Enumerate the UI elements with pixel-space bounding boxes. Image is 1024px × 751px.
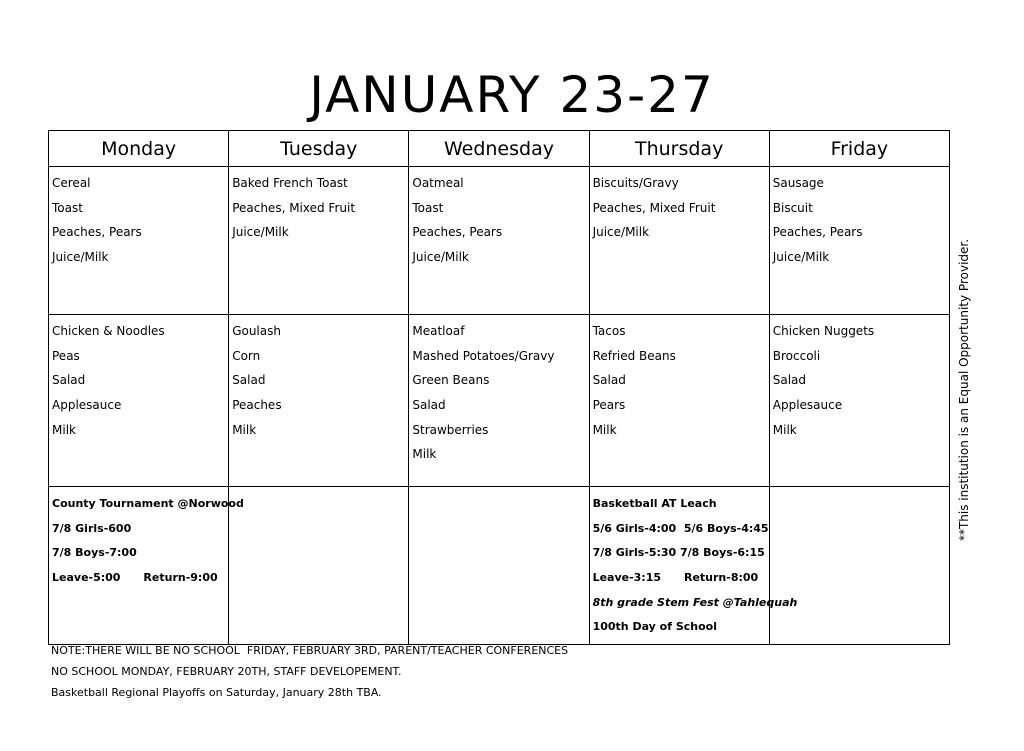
page-title: JANUARY 23-27 bbox=[309, 66, 715, 124]
menu-item: Corn bbox=[232, 348, 261, 363]
note-line: NO SCHOOL MONDAY, FEBRUARY 20TH, STAFF DEVELOPEMENT. bbox=[51, 665, 402, 678]
event-item: Leave-3:15 Return-8:00 bbox=[592, 571, 759, 585]
menu-item: Juice/Milk bbox=[592, 225, 650, 240]
menu-item: Baked French Toast bbox=[232, 176, 348, 190]
menu-item: Green Beans bbox=[412, 373, 490, 388]
breakfast-wednesday bbox=[409, 167, 589, 315]
menu-item: Refried Beans bbox=[592, 348, 676, 363]
menu-item: Toast bbox=[412, 200, 444, 215]
lunch-thursday bbox=[589, 315, 769, 487]
menu-item: Peaches, Pears bbox=[412, 225, 503, 240]
events-thursday bbox=[589, 487, 798, 645]
breakfast-friday bbox=[769, 167, 949, 315]
event-item: Leave-5:00 Return-9:00 bbox=[52, 571, 218, 585]
menu-item: Milk bbox=[772, 422, 797, 437]
lunch-wednesday bbox=[409, 315, 589, 487]
lunch-row bbox=[49, 315, 950, 487]
menu-item: Chicken & Noodles bbox=[52, 324, 165, 338]
menu-item: Salad bbox=[592, 373, 626, 388]
menu-item: Mashed Potatoes/Gravy bbox=[412, 348, 555, 363]
notes bbox=[51, 644, 568, 707]
event-item: 7/8 Girls-5:30 7/8 Boys-6:15 bbox=[592, 546, 765, 560]
breakfast-row bbox=[49, 167, 950, 315]
menu-item: Juice/Milk bbox=[52, 250, 109, 265]
event-item: County Tournament @Norwood bbox=[52, 497, 244, 510]
menu-item: Toast bbox=[52, 200, 83, 215]
lunch-friday bbox=[769, 315, 949, 487]
menu-item: Strawberries bbox=[412, 422, 489, 437]
menu-item: Pears bbox=[592, 398, 626, 413]
menu-item: Salad bbox=[772, 373, 807, 388]
menu-item: Milk bbox=[232, 422, 257, 437]
menu-item: Milk bbox=[592, 422, 617, 437]
events-tuesday bbox=[229, 487, 409, 645]
note-line: NOTE:THERE WILL BE NO SCHOOL FRIDAY, FEBRUARY 3RD, PARENT/TEACHER CONFERENCES bbox=[51, 644, 569, 657]
note-line: Basketball Regional Playoffs on Saturday, January 28th TBA. bbox=[51, 686, 382, 699]
menu-item: Milk bbox=[412, 447, 437, 462]
day-header-thursday: Thursday bbox=[589, 131, 769, 167]
menu-item: Peaches, Mixed Fruit bbox=[592, 200, 716, 215]
menu-item: Juice/Milk bbox=[412, 250, 469, 265]
menu-item: Applesauce bbox=[772, 398, 843, 413]
menu-item: Chicken Nuggets bbox=[772, 324, 875, 338]
menu-item: Peaches, Pears bbox=[772, 225, 863, 240]
day-header-tuesday: Tuesday bbox=[229, 131, 409, 167]
menu-item: Biscuit bbox=[772, 200, 813, 215]
menu-item: Juice/Milk bbox=[772, 250, 830, 265]
menu-item: Milk bbox=[52, 422, 76, 437]
breakfast-tuesday bbox=[229, 167, 409, 315]
lunch-tuesday bbox=[229, 315, 409, 487]
menu-item: Oatmeal bbox=[412, 176, 464, 190]
menu-item: Salad bbox=[232, 373, 266, 388]
day-header-friday: Friday bbox=[769, 131, 949, 167]
menu-item: Peaches, Mixed Fruit bbox=[232, 200, 356, 215]
header-row bbox=[49, 131, 950, 167]
menu-item: Cereal bbox=[52, 176, 91, 190]
event-item: 7/8 Girls-600 bbox=[52, 521, 132, 535]
event-item: 7/8 Boys-7:00 bbox=[52, 546, 137, 560]
events-row bbox=[49, 487, 950, 645]
breakfast-thursday bbox=[589, 167, 769, 315]
day-header-monday: Monday bbox=[49, 131, 229, 167]
menu-item: Peaches, Pears bbox=[52, 225, 142, 240]
event-item: 8th grade Stem Fest @Tahlequah bbox=[592, 595, 798, 609]
lunch-monday bbox=[49, 315, 229, 487]
menu-item: Tacos bbox=[592, 324, 626, 338]
menu-item: Broccoli bbox=[772, 348, 821, 363]
menu-item: Biscuits/Gravy bbox=[592, 176, 679, 190]
events-wednesday bbox=[409, 487, 589, 645]
menu-table bbox=[48, 130, 950, 645]
menu-item: Peaches bbox=[232, 398, 282, 413]
event-item: Basketball AT Leach bbox=[592, 497, 717, 510]
events-monday bbox=[49, 487, 244, 645]
equal-opportunity-statement: **This institution is an Equal Opportunity Provider. bbox=[957, 238, 971, 542]
menu-item: Salad bbox=[52, 373, 86, 388]
event-item: 100th Day of School bbox=[592, 620, 717, 634]
menu-item: Peas bbox=[52, 348, 80, 363]
menu-item: Juice/Milk bbox=[232, 225, 289, 240]
menu-item: Applesauce bbox=[52, 398, 122, 413]
events-friday bbox=[769, 487, 949, 645]
menu-item: Salad bbox=[412, 398, 446, 413]
menu-item: Meatloaf bbox=[412, 324, 465, 338]
menu-item: Sausage bbox=[772, 176, 824, 190]
day-header-wednesday: Wednesday bbox=[409, 131, 589, 167]
event-item: 5/6 Girls-4:00 5/6 Boys-4:45 bbox=[592, 521, 769, 535]
breakfast-monday bbox=[49, 167, 229, 315]
menu-item: Goulash bbox=[232, 324, 281, 338]
